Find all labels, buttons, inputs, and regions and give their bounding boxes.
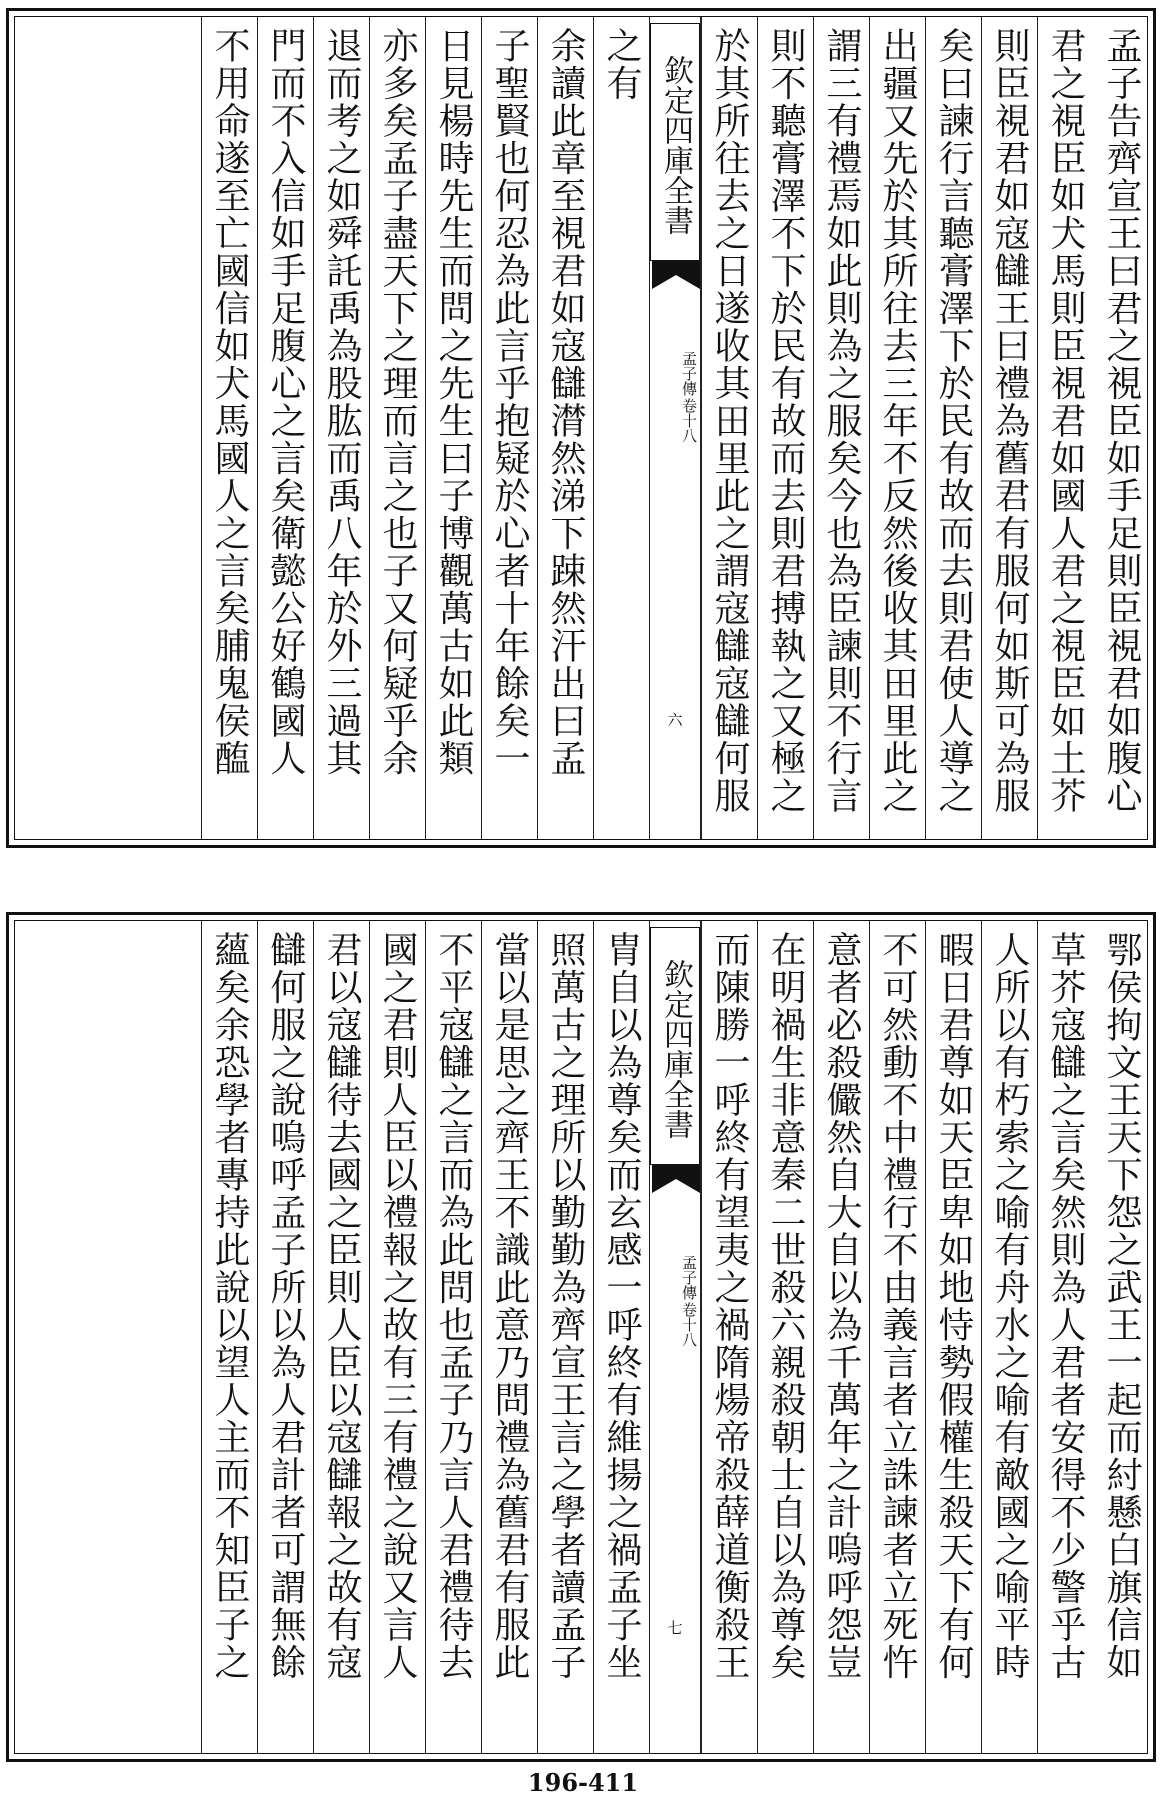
text-column: 退而考之如舜託禹為股肱而禹八年於外三過其 — [313, 17, 369, 839]
text-column: 出疆又先於其所往去三年不反然後收其田里此之 — [869, 17, 925, 839]
text-column: 胄自以為尊矣而玄感一呼終有維揚之禍孟子坐 — [593, 921, 649, 1753]
text-column: 亦多矣孟子盡天下之理而言之也子又何疑乎余 — [369, 17, 425, 839]
text-column: 國之君則人臣以禮報之故有三有禮之說又言人 — [369, 921, 425, 1753]
text-column: 謂三有禮焉如此則為之服矣今也為臣諫則不行言 — [813, 17, 869, 839]
text-column: 余讀此章至視君如寇讎潸然涕下踈然汗出曰孟 — [537, 17, 593, 839]
page-number: 196-411 — [527, 1768, 639, 1797]
text-column: 之有 — [593, 17, 649, 839]
volume-label: 卷十八 — [680, 398, 698, 443]
book-title: 孟子傳 — [680, 1255, 698, 1300]
text-column: 而陳勝一呼終有望夷之禍隋煬帝殺薛道衡殺王 — [701, 921, 757, 1753]
text-column: 君以寇讎待去國之臣則人臣以寇讎報之故有寇 — [313, 921, 369, 1753]
text-column: 讎何服之說嗚呼孟子所以為人君計者可謂無餘 — [257, 921, 313, 1753]
text-column: 矣曰諫行言聽膏澤下於民有故而去則君使人導之 — [925, 17, 981, 839]
text-column: 不用命遂至亡國信如犬馬國人之言矣脯鬼侯醢 — [201, 17, 257, 839]
text-column: 在明禍生非意秦二世殺六親殺朝士自以為尊矣 — [757, 921, 813, 1753]
book-info — [650, 1241, 700, 1361]
center-fold — [649, 17, 701, 839]
text-column: 暇日君尊如天臣卑如地恃勢假權生殺天下有何 — [925, 921, 981, 1753]
folio-number: 七 — [667, 1619, 683, 1637]
folio-number: 六 — [667, 711, 683, 729]
text-column: 孟子告齊宣王曰君之視臣如手足則臣視君如腹心 — [1101, 27, 1142, 815]
text-column: 日見楊時先生而問之先生曰子博觀萬古如此類 — [425, 17, 481, 839]
fishtail-mark-icon — [652, 1165, 700, 1193]
text-column: 則不聽膏澤不下於民有故而去則君搏執之又極之 — [757, 17, 813, 839]
text-column: 門而不入信如手足腹心之言矣衛懿公好鶴國人 — [257, 17, 313, 839]
book-info — [650, 337, 700, 457]
text-column: 於其所往去之日遂收其田里此之謂寇讎寇讎何服 — [701, 17, 757, 839]
volume-label: 卷十八 — [680, 1302, 698, 1347]
text-column: 不可然動不中禮行不由義言者立誅諫者立死忤 — [869, 921, 925, 1753]
text-column: 則臣視君如寇讎王曰禮為舊君有服何如斯可為服 — [981, 17, 1037, 839]
fishtail-mark-icon — [652, 261, 700, 289]
center-fold — [649, 921, 701, 1753]
book-title: 孟子傳 — [680, 351, 698, 396]
text-column: 不平寇讎之言而為此問也孟子乃言人君禮待去 — [425, 921, 481, 1753]
text-column: 鄂侯拘文王天下怨之武王一起而紂懸白旗信如 — [1101, 931, 1142, 1681]
text-column: 君之視臣如犬馬則臣視君如國人君之視臣如土芥 — [1037, 17, 1093, 839]
text-column: 當以是思之齊王不識此意乃問禮為舊君有服此 — [481, 921, 537, 1753]
collection-title: 欽定四庫全書 — [650, 23, 700, 261]
text-column: 蘊矣余恐學者專持此說以望人主而不知臣子之 — [201, 921, 257, 1753]
text-column: 子聖賢也何忍為此言乎抱疑於心者十年餘矣一 — [481, 17, 537, 839]
bottom-page — [6, 912, 1156, 1762]
text-column: 意者必殺儼然自大自以為千萬年之計嗚呼怨豈 — [813, 921, 869, 1753]
top-page-frame — [14, 16, 1148, 840]
text-column: 人所以有朽索之喻有舟水之喻有敵國之喻平時 — [981, 921, 1037, 1753]
bottom-page-frame — [14, 920, 1148, 1754]
top-page — [6, 8, 1156, 848]
text-column: 照萬古之理所以勤勤為齊宣王言之學者讀孟子 — [537, 921, 593, 1753]
text-column: 草芥寇讎之言矣然則為人君者安得不少警乎古 — [1037, 921, 1093, 1753]
collection-title: 欽定四庫全書 — [650, 927, 700, 1165]
